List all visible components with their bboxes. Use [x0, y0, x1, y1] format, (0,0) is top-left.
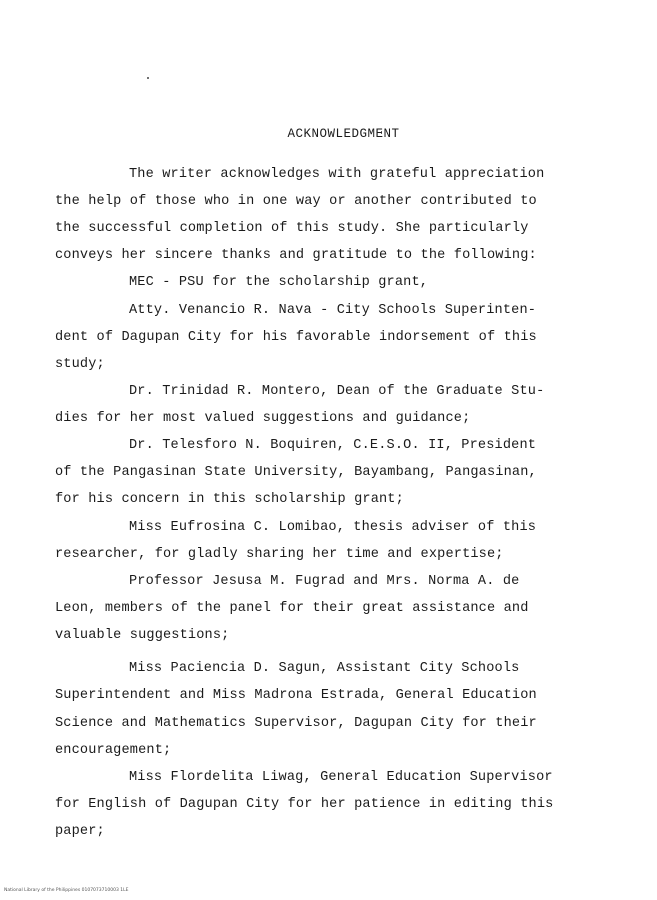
text-line: Professor Jesusa M. Fugrad and Mrs. Norma A. de — [129, 574, 520, 589]
text-line: of the Pangasinan State University, Bayambang, Pangasinan, — [55, 465, 537, 480]
text-line: Leon, members of the panel for their great assistance and — [55, 601, 529, 616]
text-line: Miss Flordelita Liwag, General Education Supervisor — [129, 770, 553, 785]
text-line: Science and Mathematics Supervisor, Dagupan City for their — [55, 716, 537, 731]
text-line: dies for her most valued suggestions and guidance; — [55, 411, 471, 426]
text-line: the help of those who in one way or another contributed to — [55, 194, 537, 209]
text-line: for his concern in this scholarship grant; — [55, 492, 404, 507]
text-line: The writer acknowledges with grateful appreciation — [129, 167, 545, 182]
text-line: for English of Dagupan City for her patience in editing this — [55, 797, 554, 812]
text-line: Dr. Trinidad R. Montero, Dean of the Graduate Stu- — [129, 384, 545, 399]
text-line: conveys her sincere thanks and gratitude to the following: — [55, 248, 537, 263]
text-line: Atty. Venancio R. Nava - City Schools Superinten- — [129, 303, 537, 318]
text-line: dent of Dagupan City for his favorable indorsement of this — [55, 330, 537, 345]
text-line: MEC - PSU for the scholarship grant, — [129, 275, 429, 290]
text-line: Miss Eufrosina C. Lomibao, thesis adviser of this — [129, 520, 537, 535]
archive-footer: National Library of the Philippines 0107073710003 1LE — [4, 888, 129, 893]
text-line: Miss Paciencia D. Sagun, Assistant City Schools — [129, 661, 520, 676]
scan-speck — [147, 77, 149, 79]
text-line: Superintendent and Miss Madrona Estrada, General Education — [55, 688, 537, 703]
text-line: Dr. Telesforo N. Boquiren, C.E.S.O. II, President — [129, 438, 537, 453]
text-line: paper; — [55, 824, 105, 839]
text-line: researcher, for gladly sharing her time and expertise; — [55, 547, 504, 562]
text-line: valuable suggestions; — [55, 628, 230, 643]
text-line: study; — [55, 357, 105, 372]
text-line: encouragement; — [55, 743, 172, 758]
page-title: ACKNOWLEDGMENT — [287, 127, 400, 141]
text-line: the successful completion of this study. She particularly — [55, 221, 529, 236]
